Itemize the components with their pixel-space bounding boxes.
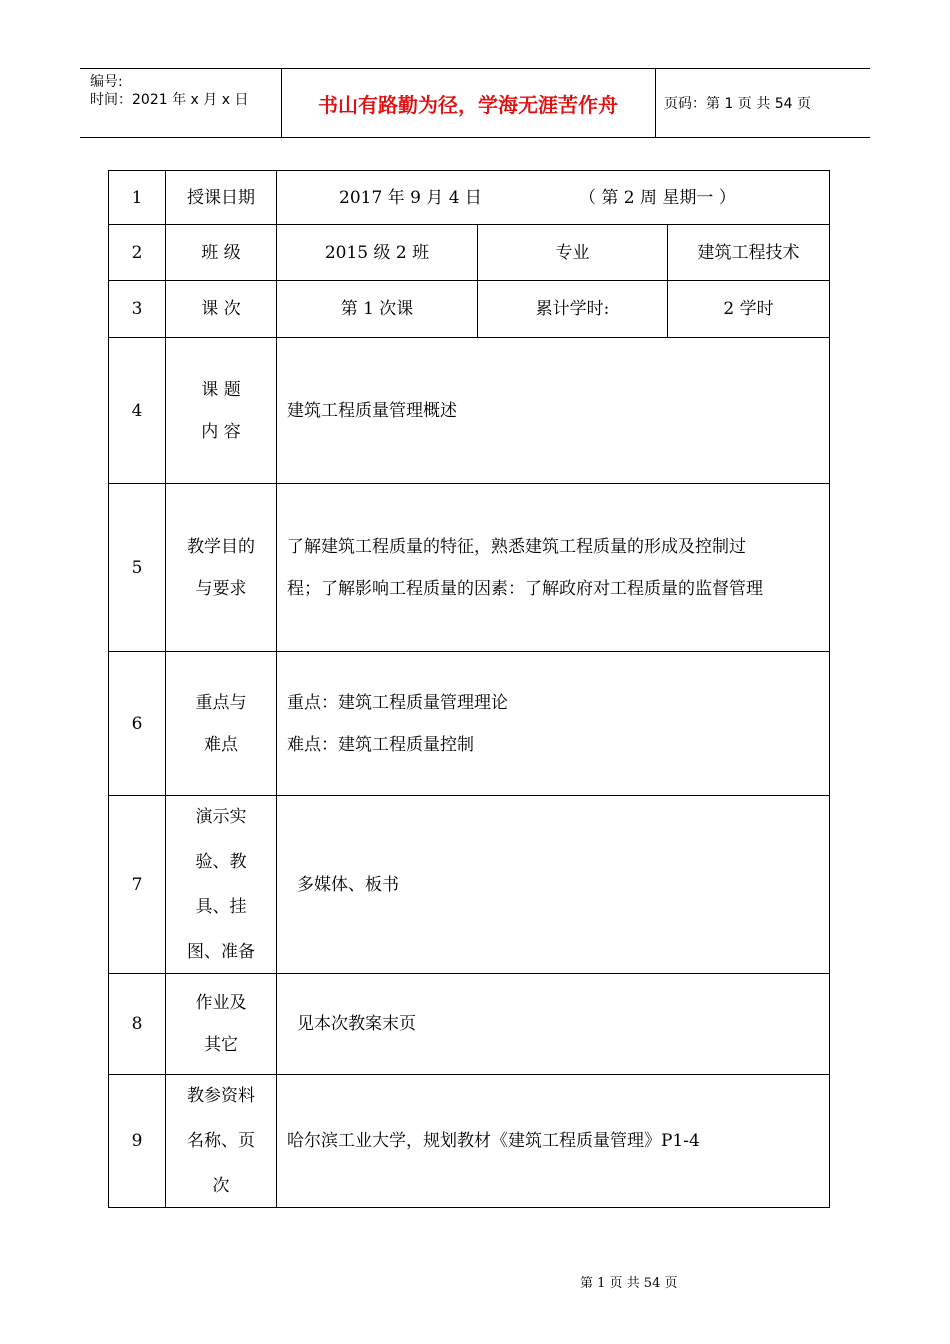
content-homework: 见本次教案末页 [297,1014,416,1034]
label-line: 演示实 [195,806,247,827]
value-hours: 2 学时 [723,299,774,319]
label-line: 重点与 [195,692,247,713]
label-line: 图、准备 [187,941,255,962]
header-motto: 书山有路勤为径，学海无涯苦作舟 [318,92,618,117]
label-objectives [166,484,276,651]
content-key-points [277,652,829,795]
content-topic: 建筑工程质量管理概述 [287,400,457,421]
label-line: 内 容 [201,421,241,442]
label-line: 教学目的 [187,536,255,557]
row-number: 5 [131,557,143,578]
label-key-points [166,652,276,795]
label-line: 名称、页 [187,1130,255,1151]
label-line: 课 题 [201,379,241,400]
header-page-info: 页码：第 1 页 共 54 页 [664,96,811,112]
row-number: 2 [131,242,143,263]
document-time: 时间：2021 年 x 月 x 日 [90,92,249,108]
page-footer: 第 1 页 共 54 页 [580,1276,678,1291]
label-homework [166,974,276,1074]
value-week: （ 第 2 周 星期一 ） [579,187,736,208]
value-major: 建筑工程技术 [697,242,800,263]
label-line: 其它 [204,1035,238,1055]
label-major: 专业 [555,242,590,263]
label-line: 教参资料 [187,1085,255,1106]
content-references: 哈尔滨工业大学，规划教材《建筑工程质量管理》P1-4 [287,1131,700,1151]
row-number: 3 [131,299,143,319]
label-topic [166,338,276,483]
lesson-plan-table [108,170,830,1208]
label-hours: 累计学时: [535,299,610,319]
row-number: 9 [131,1131,143,1151]
label-references [166,1075,276,1207]
content-line: 程；了解影响工程质量的因素：了解政府对工程质量的监督管理 [287,578,763,599]
label-line: 次 [212,1175,230,1196]
label-line: 验、教 [195,851,247,872]
label-demonstration [166,796,276,973]
row-number: 4 [131,400,143,421]
value-session: 第 1 次课 [340,299,414,319]
row-number: 6 [131,713,143,734]
label-line: 作业及 [195,993,247,1013]
row-number: 8 [131,1014,143,1034]
value-date: 2017 年 9 月 4 日 [339,187,482,208]
content-objectives [277,484,829,651]
header-meta [90,73,248,109]
value-class: 2015 级 2 班 [324,242,430,263]
row-number: 1 [131,187,143,208]
label-class: 班 级 [201,242,241,263]
row-number: 7 [131,874,143,895]
label-line: 具、挂 [195,896,247,917]
label-session: 课 次 [201,299,241,319]
label-date: 授课日期 [187,187,255,208]
header-divider [655,69,656,137]
content-line: 重点：建筑工程质量管理理论 [287,692,508,713]
page-header [80,68,870,138]
label-line: 与要求 [195,578,247,599]
content-line: 了解建筑工程质量的特征，熟悉建筑工程质量的形成及控制过 [287,536,746,557]
label-line: 难点 [204,734,238,755]
document-number-label: 编号: [90,74,123,90]
content-line: 难点：建筑工程质量控制 [287,734,474,755]
content-demonstration: 多媒体、板书 [297,874,399,895]
